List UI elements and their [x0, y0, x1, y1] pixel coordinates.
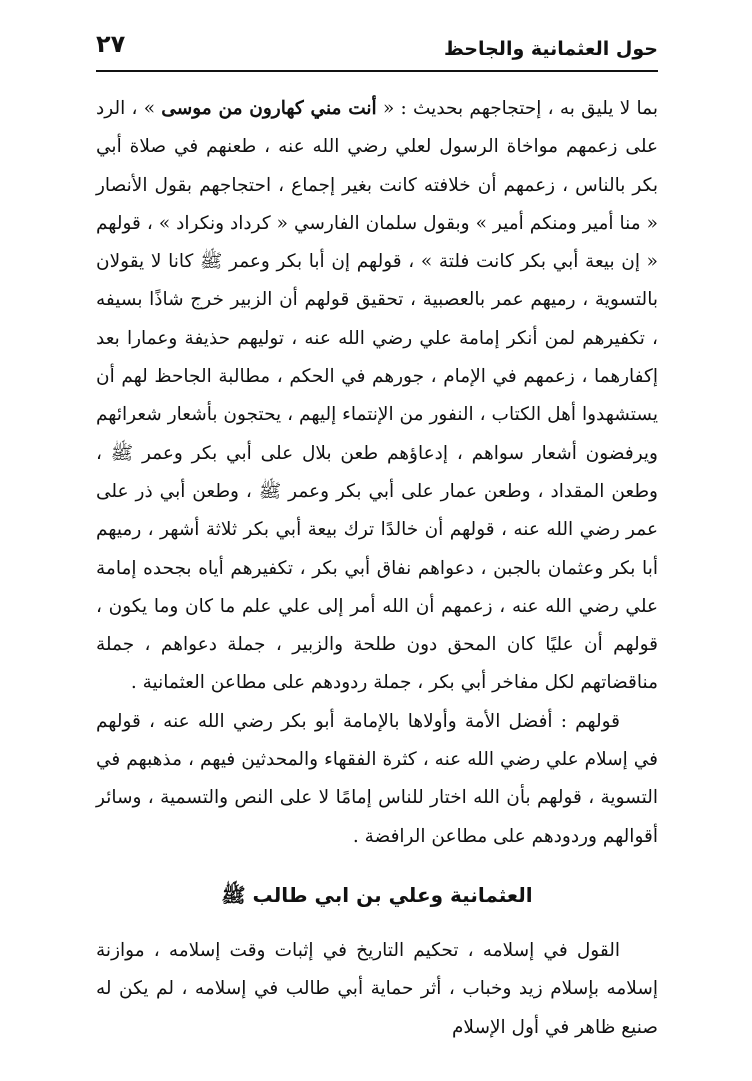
- page-number: ٢٧: [96, 30, 126, 58]
- paragraph-1-lead: بما لا يليق به ، إحتجاجهم بحديث : «: [376, 98, 659, 119]
- running-title: حول العثمانية والجاحظ: [443, 38, 658, 60]
- section-heading: العثمانية وعلي بن ابي طالب ﷺ: [221, 882, 533, 907]
- paragraph-1-rest: » ، الرد على زعمهم مواخاة الرسول لعلي رضي الله عنه ، طعنهم في صلاة أبي بكر بالناس ، زعمهم أن خلافته كانت بغير إجماع ، احتجاجهم بقول الأنصار « منا أمير ومنكم أمير » وبقول سلمان الفارسي « كرداد ونكراد » ، قولهم « إن بيعة أبي بكر كانت فلتة » ، قولهم إن أبا بكر وعمر ﷺ كانا لا يقولان بالتسوية ، رميهم عمر بالعصبية ، تحقيق قولهم أن الزبير خرج شاذًا بسيفه ، تكفيرهم لمن أنكر إمامة علي رضي الله عنه ، توليهم حذيفة وعمارا بعد إكفارهما ، زعمهم في الإمام ، جورهم في الحكم ، مطالبة الجاحظ لهم أن يستشهدوا أهل الكتاب ، النفور من الإنتماء إليهم ، يحتجون بأشعار شعرائهم ويرفضون أشعار سواهم ، إدعاؤهم طعن بلال على أبي بكر وعمر ﷺ ، وطعن المقداد ، وطعن عمار على أبي بكر وعمر ﷺ ، وطعن أبي ذر على عمر رضي الله عنه ، قولهم أن خالدًا ترك بيعة أبي بكر ثلاثة أشهر ، رميهم أبا بكر وعثمان بالجبن ، دعواهم نفاق أبي بكر ، تكفيرهم أياه بجحده إمامة علي رضي الله عنه ، زعمهم أن الله أمر إلى علي علم ما كان وما يكون ، قولهم أن عليًا كان المحق دون طلحة والزبير ، جملة دعواهم ، جملة مناقضاتهم لكل مفاخر أبي بكر ، جملة ردودهم على مطاعن العثمانية .: [96, 98, 658, 694]
- paragraph-2: قولهم : أفضل الأمة وأولاها بالإمامة أبو بكر رضي الله عنه ، قولهم في إسلام علي رضي الله عنه ، كثرة الفقهاء والمحدثين فيهم ، مذهبهم في التسوية ، قولهم بأن الله اختار للناس إمامًا لا على النص والتسمية ، وسائر أقوالهم وردودهم على مطاعن الرافضة .: [96, 710, 658, 847]
- hadith-quote: أنت مني كهارون من موسى: [161, 98, 377, 119]
- body-text: [96, 90, 658, 1047]
- page-header: [96, 26, 658, 68]
- header-divider: [96, 70, 658, 72]
- section-paragraph: القول في إسلامه ، تحكيم التاريخ في إثبات وقت إسلامه ، موازنة إسلامه بإسلام زيد وخباب ، أثر حماية أبي طالب في إسلامه ، لم يكن له صنيع ظاهر في أول الإسلام: [96, 939, 658, 1038]
- paragraph-1: [96, 90, 658, 703]
